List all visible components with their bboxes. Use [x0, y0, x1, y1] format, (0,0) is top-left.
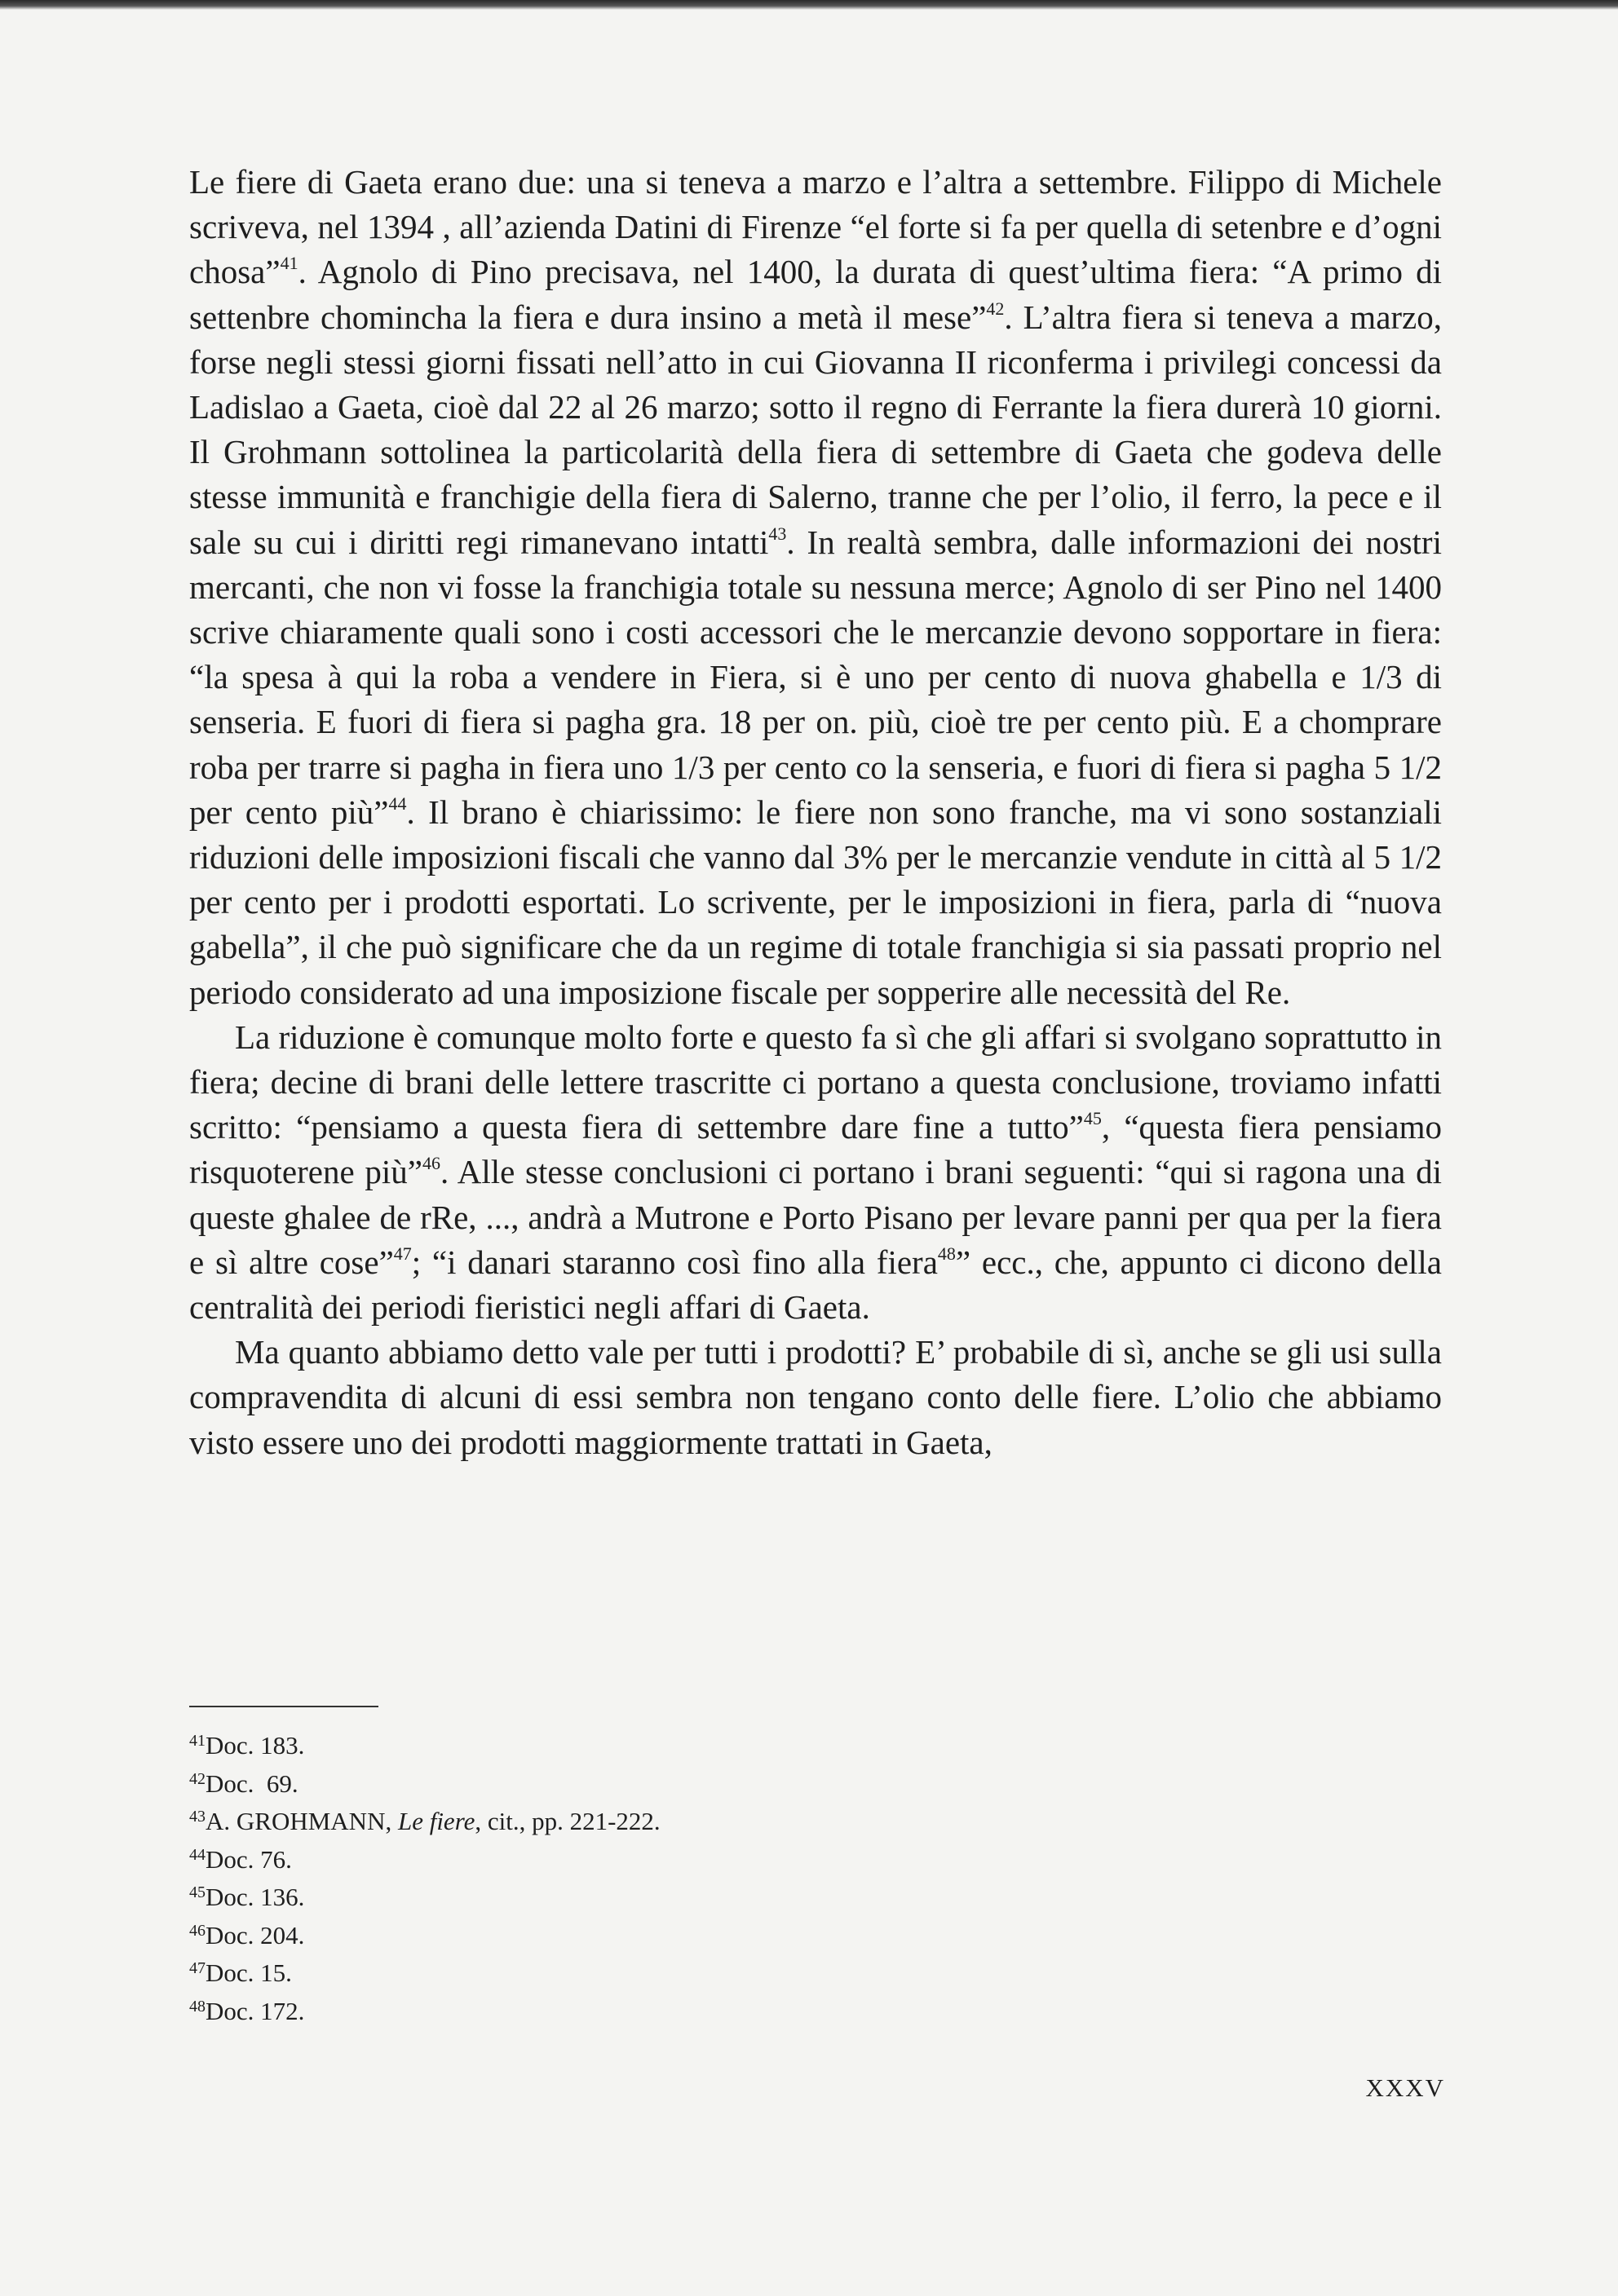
footnote-citation: , cit., pp. 221-222. — [475, 1807, 661, 1835]
footnote-reference: 47 — [393, 1243, 412, 1264]
text-run: ; “i danari staranno così fino alla fiera — [411, 1243, 938, 1281]
footnote-title: Le fiere — [397, 1807, 475, 1835]
footnote-number: 43 — [189, 1808, 206, 1826]
text-run: . L’altra fiera si teneva a marzo, forse negli stessi giorni fissati nell’atto in cui Giovanna II riconferma i privilegi concessi da Ladislao a Gaeta, cioè dal 22 al 26 marzo; sotto il regno di Ferrante la fiera durerà 10 giorni. Il Grohmann sottolinea la particolarità della fiera di settembre di Gaeta che godeva delle stesse immunità e franchigie della fiera di Salerno, tranne che per l’olio, il ferro, la pece e il sale su cui i diritti regi rimanevano intatti — [189, 298, 1442, 561]
footnote-reference: 45 — [1083, 1108, 1102, 1129]
footnote-reference: 44 — [388, 793, 407, 814]
footnote-reference: 46 — [422, 1153, 440, 1174]
footnote — [189, 1879, 1168, 1917]
footnote-text: Doc. 76. — [206, 1844, 292, 1874]
text-run: . In realtà sembra, dalle informazioni dei nostri mercanti, che non vi fosse la franchigia totale su nessuna merce; Agnolo di ser Pino nel 1400 scrive chiaramente quali sono i costi accessori che le mercanzie devono sopportare in fiera: “la spesa à qui la roba a vendere in Fiera, si è uno per cento di nuova ghabella e 1/3 di senseria. E fuori di fiera si pagha gra. 18 per on. più, cioè tre per cento più. E a chomprare roba per trarre si pagha in fiera uno 1/3 per cento co la senseria, e fuori di fiera si pagha 5 1/2 per cento più” — [189, 523, 1442, 831]
footnote-number: 41 — [189, 1732, 206, 1750]
footnotes-list — [189, 1727, 1168, 2030]
text-run: Ma quanto abbiamo detto vale per tutti i prodotti? E’ probabile di sì, anche se gli usi sulla compravendita di alcuni di essi sembra non tengano conto delle fiere. L’olio che abbiamo visto essere uno dei prodotti maggiormente trattati in Gaeta, — [189, 1333, 1442, 1461]
main-text — [189, 160, 1442, 1465]
footnote — [189, 1954, 1168, 1993]
footnote-separator — [189, 1706, 378, 1707]
footnote — [189, 1841, 1168, 1879]
footnote-text: Doc. 204. — [206, 1920, 305, 1949]
footnote-text: Doc. 69. — [206, 1768, 298, 1798]
footnote — [189, 1765, 1168, 1804]
footnote-text: A. GROHMANN, — [206, 1807, 398, 1835]
footnote-number: 48 — [189, 1997, 206, 2016]
footnote-reference: 48 — [937, 1243, 956, 1264]
footnote-number: 45 — [189, 1883, 206, 1901]
footnote — [189, 1917, 1168, 1955]
footnote — [189, 1993, 1168, 2031]
body-paragraph — [189, 1015, 1442, 1330]
footnote-text: Doc. 183. — [206, 1731, 305, 1760]
footnote-text: Doc. 15. — [206, 1958, 292, 1987]
footnote-text: Doc. 136. — [206, 1883, 305, 1911]
footnote-reference: 42 — [986, 298, 1005, 319]
footnote-number: 42 — [189, 1769, 206, 1788]
body-paragraph — [189, 1330, 1442, 1465]
footnote-text: Doc. 172. — [206, 1996, 305, 2025]
text-run: ” ecc., che, appunto ci dicono della centralità dei periodi fieristici negli affari di Gaeta. — [189, 1243, 1442, 1327]
text-run: , “questa fiera pensiamo risquoterene più” — [189, 1108, 1442, 1191]
text-run: . Agnolo di Pino precisava, nel 1400, la durata di quest’ultima fiera: “A primo di settenbre chomincha la fiera e dura insino a metà il mese” — [189, 253, 1442, 336]
footnote-reference: 43 — [768, 523, 787, 544]
footnote — [189, 1803, 1168, 1841]
footnote — [189, 1727, 1168, 1765]
footnote-number: 46 — [189, 1921, 206, 1940]
footnote-number: 44 — [189, 1845, 206, 1864]
text-run: . Il brano è chiarissimo: le fiere non sono franche, ma vi sono sostanziali riduzioni delle imposizioni fiscali che vanno dal 3% per le mercanzie vendute in città al 5 1/2 per cento per i prodotti esportati. Lo scrivente, per le imposizioni in fiera, parla di “nuova gabella”, il che può significare che da un regime di totale franchigia si sia passati proprio nel periodo considerato ad una imposizione fiscale per sopperire alle necessità del Re. — [189, 793, 1442, 1011]
text-run: . Alle stesse conclusioni ci portano i brani seguenti: “qui si ragona una di queste ghalee de rRe, ..., andrà a Mutrone e Porto Pisano per levare panni per qua per la fiera e sì altre cose” — [189, 1153, 1442, 1281]
text-run: Le fiere di Gaeta erano due: una si teneva a marzo e l’altra a settembre. Filippo di Michele scriveva, nel 1394 , all’azienda Datini di Firenze “el forte si fa per quella di setenbre e d’ogni chosa” — [189, 163, 1442, 291]
footnote-reference: 41 — [280, 253, 298, 274]
page-number: XXXV — [1365, 2073, 1445, 2102]
body-paragraph — [189, 160, 1442, 1015]
text-run: La riduzione è comunque molto forte e questo fa sì che gli affari si svolgano soprattutto in fiera; decine di brani delle lettere trascritte ci portano a questa conclusione, troviamo infatti scritto: “pensiamo a questa fiera di settembre dare fine a tutto” — [189, 1018, 1442, 1146]
footnote-number: 47 — [189, 1959, 206, 1977]
